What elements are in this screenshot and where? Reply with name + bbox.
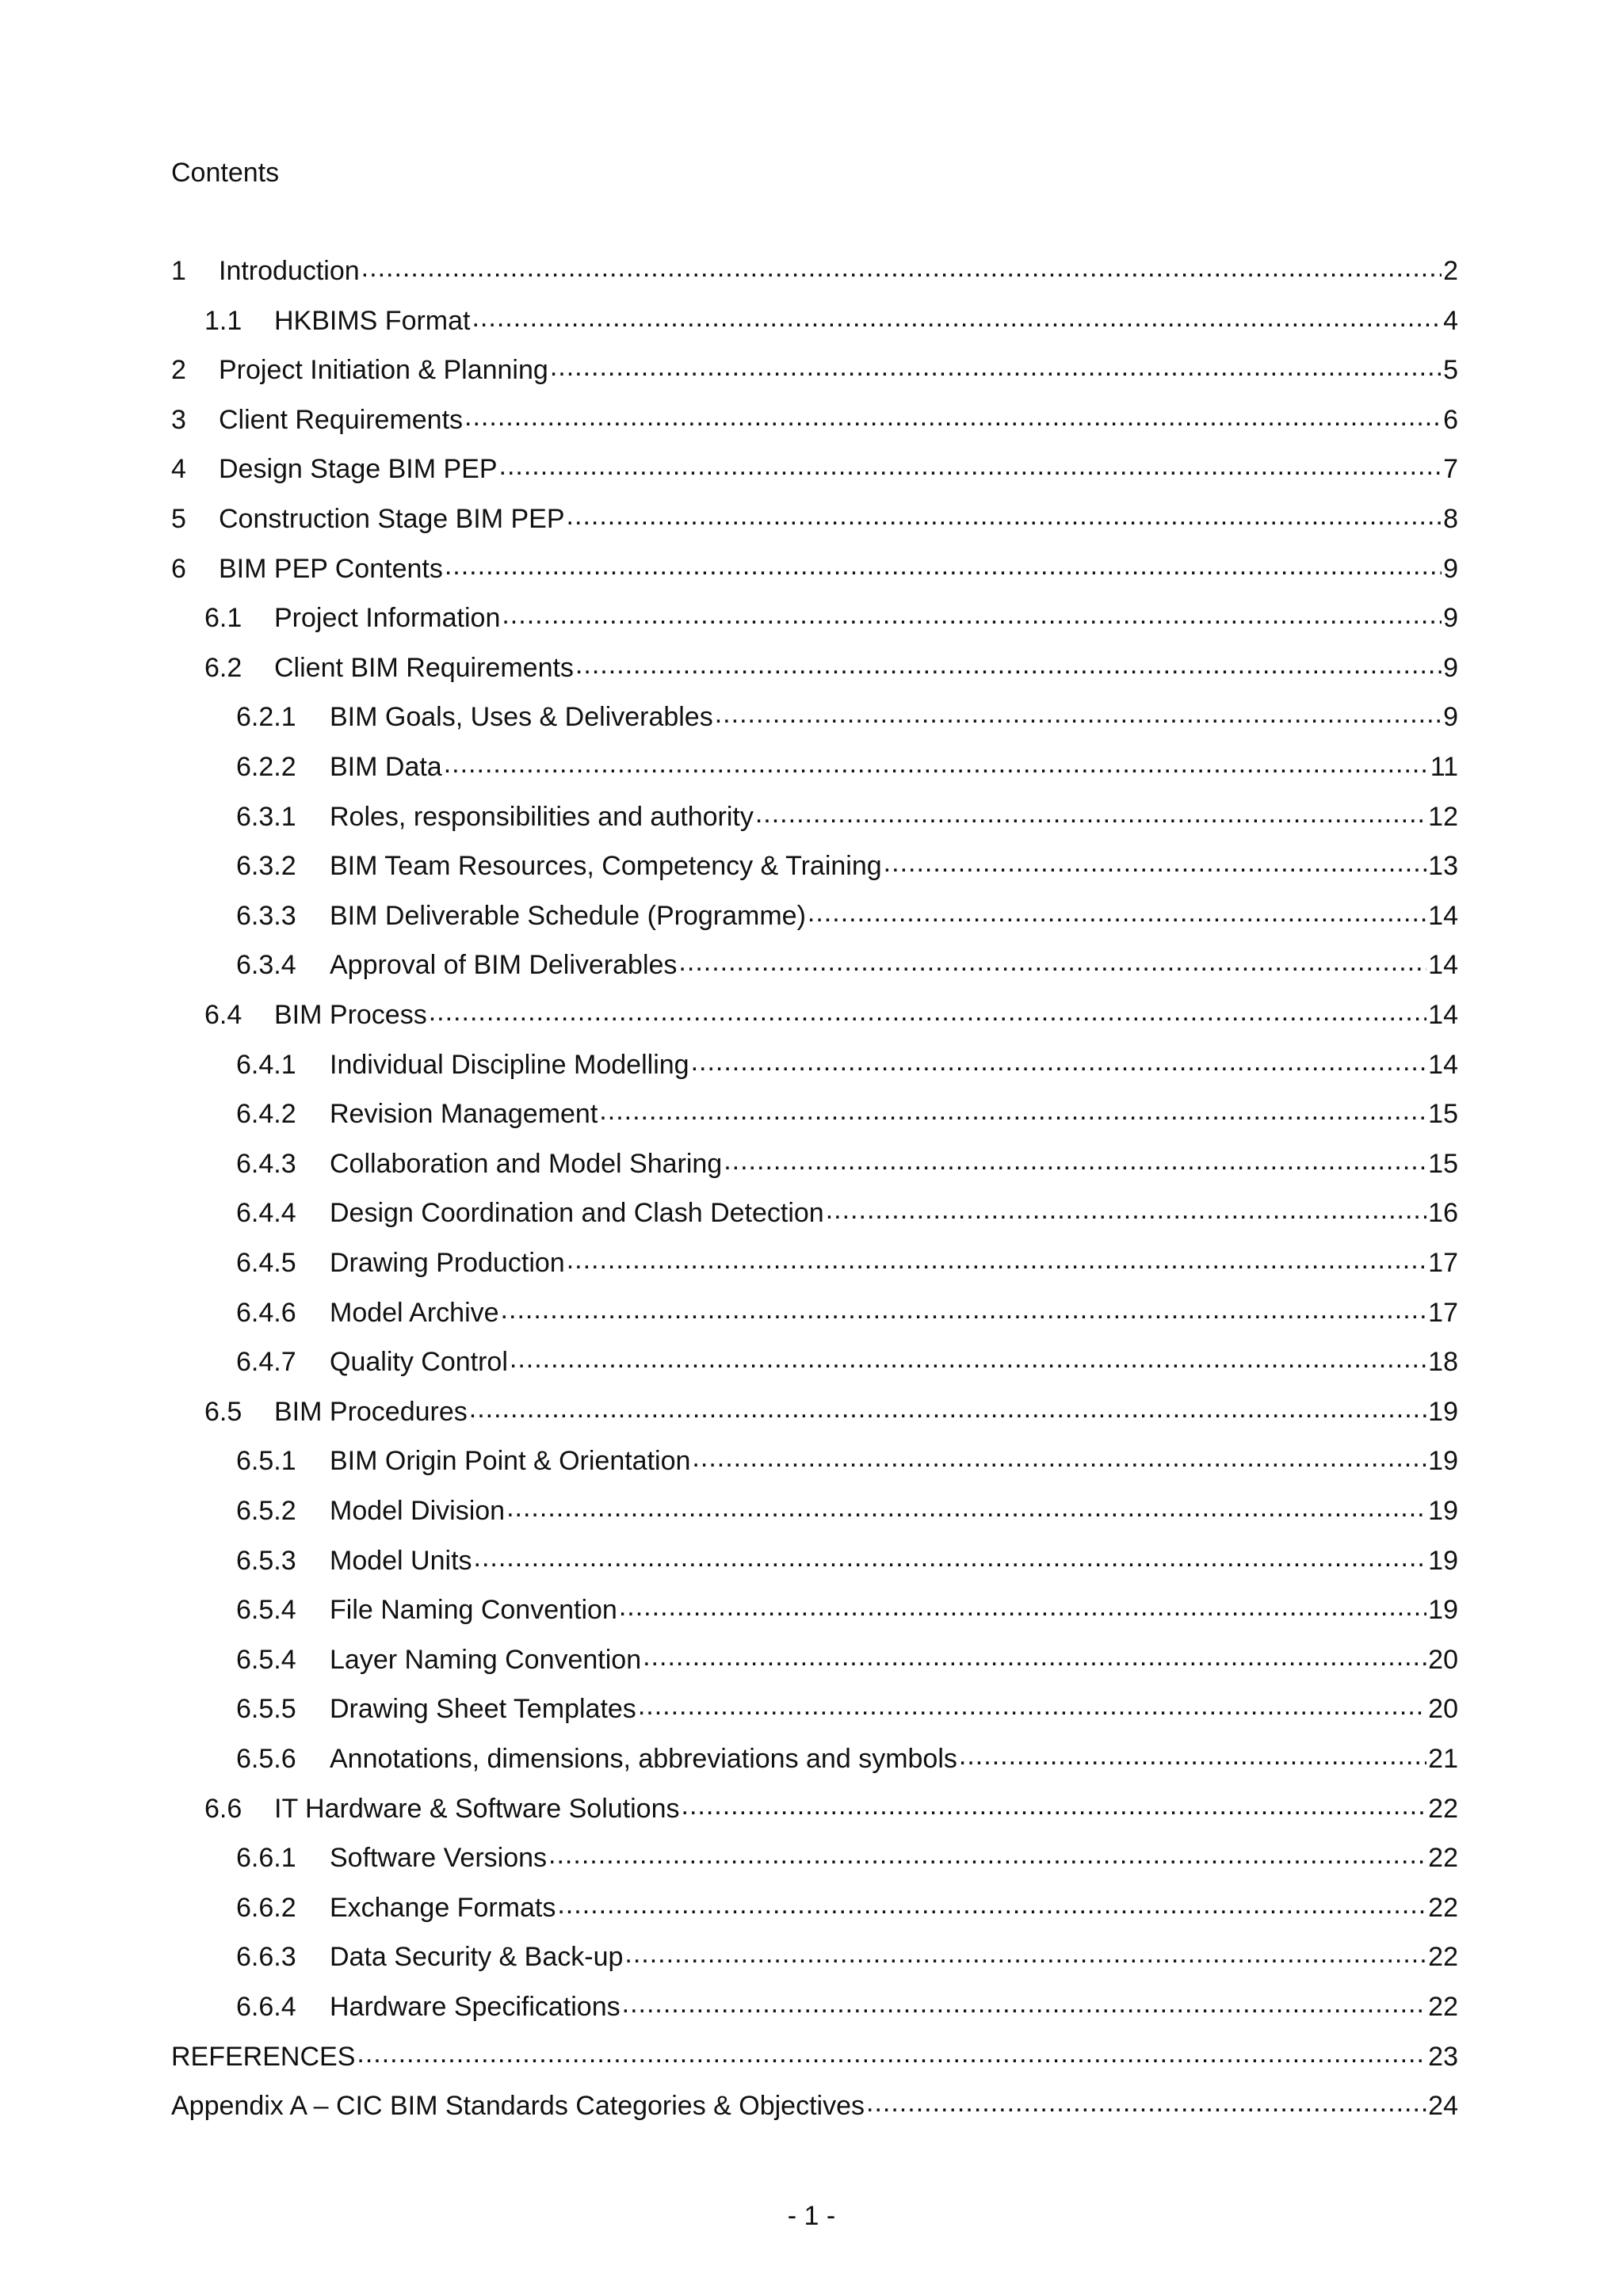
toc-entry-number: 6.6.3 <box>236 1942 296 1972</box>
toc-entry-page-number: 19 <box>1428 1595 1458 1625</box>
toc-entry-page-number: 19 <box>1428 1446 1458 1476</box>
toc-entry-number: 6.4 <box>204 1000 242 1030</box>
toc-dot-leader <box>567 498 1442 533</box>
toc-entry-number: 6.5.4 <box>236 1595 296 1625</box>
toc-entry-page-number: 17 <box>1428 1298 1458 1328</box>
toc-entry-number: 6.2 <box>204 653 242 683</box>
toc-entry[interactable] <box>171 1691 1458 1726</box>
toc-entry-title: Data Security & Back-up <box>330 1942 624 1972</box>
toc-entry-title: BIM Team Resources, Competency & Training <box>330 851 882 881</box>
toc-entry-title: Client BIM Requirements <box>274 653 574 683</box>
toc-entry-page-number: 19 <box>1428 1546 1458 1576</box>
toc-dot-leader <box>808 895 1426 930</box>
toc-entry-number: 6.4.2 <box>236 1099 296 1129</box>
toc-entry[interactable] <box>171 1543 1458 1578</box>
toc-entry[interactable] <box>171 1394 1458 1429</box>
page-number-footer: - 1 - <box>787 2201 836 2231</box>
toc-entry-title: Appendix A – CIC BIM Standards Categories & Objectives <box>171 2091 865 2121</box>
toc-entry-number: 6.6.2 <box>236 1893 296 1923</box>
toc-dot-leader <box>357 2036 1426 2071</box>
toc-entry-number: 6.3.1 <box>236 802 296 832</box>
toc-entry-page-number: 12 <box>1428 802 1458 832</box>
toc-entry[interactable] <box>171 1840 1458 1875</box>
toc-entry-title: Drawing Production <box>330 1248 565 1278</box>
toc-entry[interactable] <box>171 898 1458 933</box>
toc-dot-leader <box>444 746 1429 781</box>
toc-entry-number: 6.4.7 <box>236 1347 296 1377</box>
toc-entry[interactable] <box>171 1245 1458 1280</box>
toc-entry-title: Design Stage BIM PEP <box>219 454 498 484</box>
toc-entry-page-number: 13 <box>1428 851 1458 881</box>
contents-heading: Contents <box>171 158 280 188</box>
toc-dot-leader <box>599 1093 1426 1128</box>
toc-entry-page-number: 11 <box>1430 752 1458 782</box>
toc-entry-number: 1.1 <box>204 306 242 336</box>
toc-entry-title: HKBIMS Format <box>274 306 471 336</box>
toc-entry[interactable] <box>171 601 1458 635</box>
toc-entry-title: BIM Procedures <box>274 1397 468 1427</box>
toc-dot-leader <box>502 597 1442 632</box>
toc-entry-title: Revision Management <box>330 1099 598 1129</box>
toc-entry-title: Construction Stage BIM PEP <box>219 504 565 534</box>
toc-entry-number: 6.3.3 <box>236 901 296 931</box>
toc-dot-leader <box>682 1788 1427 1823</box>
toc-entry-title: Model Division <box>330 1496 506 1526</box>
toc-entry-page-number: 8 <box>1443 504 1458 534</box>
toc-entry[interactable] <box>171 948 1458 982</box>
toc-entry-number: 6.5.5 <box>236 1694 296 1724</box>
toc-dot-leader <box>638 1688 1426 1723</box>
toc-entry-page-number: 22 <box>1428 1992 1458 2022</box>
toc-entry-title: Model Archive <box>330 1298 499 1328</box>
toc-entry-title: Layer Naming Convention <box>330 1645 642 1675</box>
toc-entry-number: 6.5.4 <box>236 1645 296 1675</box>
toc-entry-title: Project Information <box>274 603 501 633</box>
toc-entry-number: 6.4.1 <box>236 1050 296 1080</box>
toc-entry-number: 5 <box>171 504 186 534</box>
toc-dot-leader <box>464 399 1442 434</box>
toc-entry[interactable] <box>171 2039 1458 2074</box>
toc-dot-leader <box>826 1192 1426 1227</box>
toc-entry-page-number: 17 <box>1428 1248 1458 1278</box>
toc-entry-number: 6.3.2 <box>236 851 296 881</box>
toc-entry-number: 4 <box>171 454 186 484</box>
toc-entry[interactable] <box>171 502 1458 536</box>
toc-entry[interactable] <box>171 1097 1458 1131</box>
toc-entry-page-number: 19 <box>1428 1496 1458 1526</box>
toc-entry[interactable] <box>171 1791 1458 1826</box>
toc-entry-number: 6.6.1 <box>236 1843 296 1873</box>
toc-entry[interactable] <box>171 1047 1458 1082</box>
toc-dot-leader <box>755 796 1426 831</box>
toc-entry-page-number: 22 <box>1428 1893 1458 1923</box>
toc-entry[interactable] <box>171 1642 1458 1677</box>
toc-entry[interactable] <box>171 1196 1458 1230</box>
toc-entry-page-number: 7 <box>1443 454 1458 484</box>
toc-entry-page-number: 16 <box>1428 1198 1458 1228</box>
toc-dot-leader <box>715 696 1442 731</box>
toc-entry-page-number: 14 <box>1428 1000 1458 1030</box>
toc-dot-leader <box>550 349 1442 384</box>
toc-entry-page-number: 15 <box>1428 1099 1458 1129</box>
toc-entry[interactable] <box>171 1295 1458 1330</box>
toc-dot-leader <box>643 1639 1426 1674</box>
toc-entry[interactable] <box>171 452 1458 486</box>
toc-entry-page-number: 19 <box>1428 1397 1458 1427</box>
toc-entry-number: 6.5.3 <box>236 1546 296 1576</box>
toc-entry-title: BIM Origin Point & Orientation <box>330 1446 691 1476</box>
toc-entry[interactable] <box>171 402 1458 437</box>
toc-dot-leader <box>567 1242 1426 1277</box>
toc-entry[interactable] <box>171 650 1458 685</box>
toc-entry-title: Model Units <box>330 1546 472 1576</box>
toc-dot-leader <box>678 944 1426 979</box>
toc-entry-page-number: 24 <box>1428 2091 1458 2121</box>
toc-entry-page-number: 5 <box>1443 355 1458 385</box>
toc-entry-page-number: 21 <box>1428 1744 1458 1774</box>
toc-dot-leader <box>474 1540 1427 1575</box>
toc-entry-page-number: 18 <box>1428 1347 1458 1377</box>
toc-entry-title: IT Hardware & Software Solutions <box>274 1794 680 1824</box>
toc-dot-leader <box>692 1440 1426 1475</box>
toc-entry[interactable] <box>171 1890 1458 1925</box>
toc-dot-leader <box>866 2085 1426 2120</box>
toc-dot-leader <box>510 1341 1426 1376</box>
toc-entry-title: Collaboration and Model Sharing <box>330 1149 723 1179</box>
toc-entry-page-number: 2 <box>1443 256 1458 286</box>
toc-dot-leader <box>691 1044 1427 1079</box>
toc-entry-title: BIM PEP Contents <box>219 554 443 584</box>
toc-entry-page-number: 6 <box>1443 405 1458 435</box>
toc-entry-number: 6.5.2 <box>236 1496 296 1526</box>
toc-entry-number: 3 <box>171 405 186 435</box>
toc-entry[interactable] <box>171 1741 1458 1776</box>
toc-entry[interactable] <box>171 1989 1458 2024</box>
toc-entry[interactable] <box>171 2088 1458 2123</box>
toc-entry-page-number: 14 <box>1428 950 1458 980</box>
toc-entry-number: 6.1 <box>204 603 242 633</box>
toc-entry[interactable] <box>171 1592 1458 1627</box>
toc-entry-number: 1 <box>171 256 186 286</box>
toc-entry-title: Client Requirements <box>219 405 464 435</box>
toc-dot-leader <box>472 300 1442 335</box>
toc-entry-title: Hardware Specifications <box>330 1992 621 2022</box>
toc-entry[interactable] <box>171 849 1458 883</box>
toc-entry-number: 6.2.2 <box>236 752 296 782</box>
toc-entry-title: Individual Discipline Modelling <box>330 1050 689 1080</box>
toc-entry-title: File Naming Convention <box>330 1595 617 1625</box>
toc-entry-page-number: 4 <box>1443 306 1458 336</box>
toc-entry-page-number: 23 <box>1428 2042 1458 2072</box>
toc-entry-number: 2 <box>171 355 186 385</box>
toc-entry[interactable] <box>171 1444 1458 1478</box>
toc-entry[interactable] <box>171 353 1458 387</box>
toc-entry-page-number: 22 <box>1428 1794 1458 1824</box>
toc-entry-number: 6.4.6 <box>236 1298 296 1328</box>
toc-entry-title: REFERENCES <box>171 2042 356 2072</box>
toc-dot-leader <box>884 845 1427 880</box>
toc-entry-number: 6.5.6 <box>236 1744 296 1774</box>
toc-entry[interactable] <box>171 303 1458 338</box>
toc-entry-number: 6.6.4 <box>236 1992 296 2022</box>
toc-dot-leader <box>959 1738 1426 1773</box>
toc-entry-title: Design Coordination and Clash Detection <box>330 1198 824 1228</box>
toc-entry-page-number: 20 <box>1428 1694 1458 1724</box>
toc-entry-title: Introduction <box>219 256 360 286</box>
toc-entry-title: Roles, responsibilities and authority <box>330 802 754 832</box>
toc-entry-title: Approval of BIM Deliverables <box>330 950 678 980</box>
toc-entry-number: 6.4.5 <box>236 1248 296 1278</box>
toc-dot-leader <box>548 1837 1426 1872</box>
toc-entry[interactable] <box>171 749 1458 784</box>
toc-dot-leader <box>619 1589 1426 1624</box>
toc-entry-page-number: 14 <box>1428 1050 1458 1080</box>
toc-dot-leader <box>445 548 1442 583</box>
toc-entry[interactable] <box>171 551 1458 586</box>
toc-entry-title: BIM Process <box>274 1000 427 1030</box>
toc-entry-title: BIM Data <box>330 752 442 782</box>
toc-entry-title: Exchange Formats <box>330 1893 556 1923</box>
toc-dot-leader <box>724 1143 1426 1178</box>
toc-entry-title: Quality Control <box>330 1347 508 1377</box>
toc-entry-number: 6.2.1 <box>236 702 296 732</box>
toc-entry-title: BIM Goals, Uses & Deliverables <box>330 702 713 732</box>
toc-dot-leader <box>575 647 1442 682</box>
toc-entry-number: 6 <box>171 554 186 584</box>
toc-entry-number: 6.6 <box>204 1794 242 1824</box>
toc-entry[interactable] <box>171 799 1458 834</box>
toc-entry[interactable] <box>171 254 1458 288</box>
toc-entry-page-number: 9 <box>1443 702 1458 732</box>
toc-entry-page-number: 9 <box>1443 554 1458 584</box>
toc-entry-number: 6.4.4 <box>236 1198 296 1228</box>
toc-entry-title: BIM Deliverable Schedule (Programme) <box>330 901 806 931</box>
toc-dot-leader <box>361 250 1442 285</box>
toc-entry-number: 6.3.4 <box>236 950 296 980</box>
toc-entry-page-number: 20 <box>1428 1645 1458 1675</box>
toc-entry[interactable] <box>171 997 1458 1032</box>
toc-dot-leader <box>506 1490 1426 1525</box>
toc-entry[interactable] <box>171 700 1458 734</box>
toc-dot-leader <box>624 1936 1426 1971</box>
toc-entry-page-number: 22 <box>1428 1942 1458 1972</box>
toc-entry[interactable] <box>171 1344 1458 1379</box>
toc-entry-number: 6.4.3 <box>236 1149 296 1179</box>
toc-entry-number: 6.5.1 <box>236 1446 296 1476</box>
toc-dot-leader <box>429 994 1426 1029</box>
toc-entry-title: Software Versions <box>330 1843 548 1873</box>
toc-dot-leader <box>622 1986 1427 2021</box>
toc-dot-leader <box>469 1391 1426 1426</box>
toc-entry-title: Drawing Sheet Templates <box>330 1694 636 1724</box>
toc-entry[interactable] <box>171 1493 1458 1528</box>
toc-entry-page-number: 22 <box>1428 1843 1458 1873</box>
toc-entry-page-number: 9 <box>1443 653 1458 683</box>
toc-dot-leader <box>501 1292 1427 1327</box>
toc-entry-title: Project Initiation & Planning <box>219 355 548 385</box>
toc-entry[interactable] <box>171 1939 1458 1974</box>
toc-entry-page-number: 15 <box>1428 1149 1458 1179</box>
toc-entry-page-number: 14 <box>1428 901 1458 931</box>
toc-entry-number: 6.5 <box>204 1397 242 1427</box>
toc-entry-page-number: 9 <box>1443 603 1458 633</box>
toc-dot-leader <box>557 1887 1426 1922</box>
toc-dot-leader <box>499 448 1442 483</box>
toc-entry[interactable] <box>171 1146 1458 1181</box>
toc-entry-title: Annotations, dimensions, abbreviations and symbols <box>330 1744 957 1774</box>
